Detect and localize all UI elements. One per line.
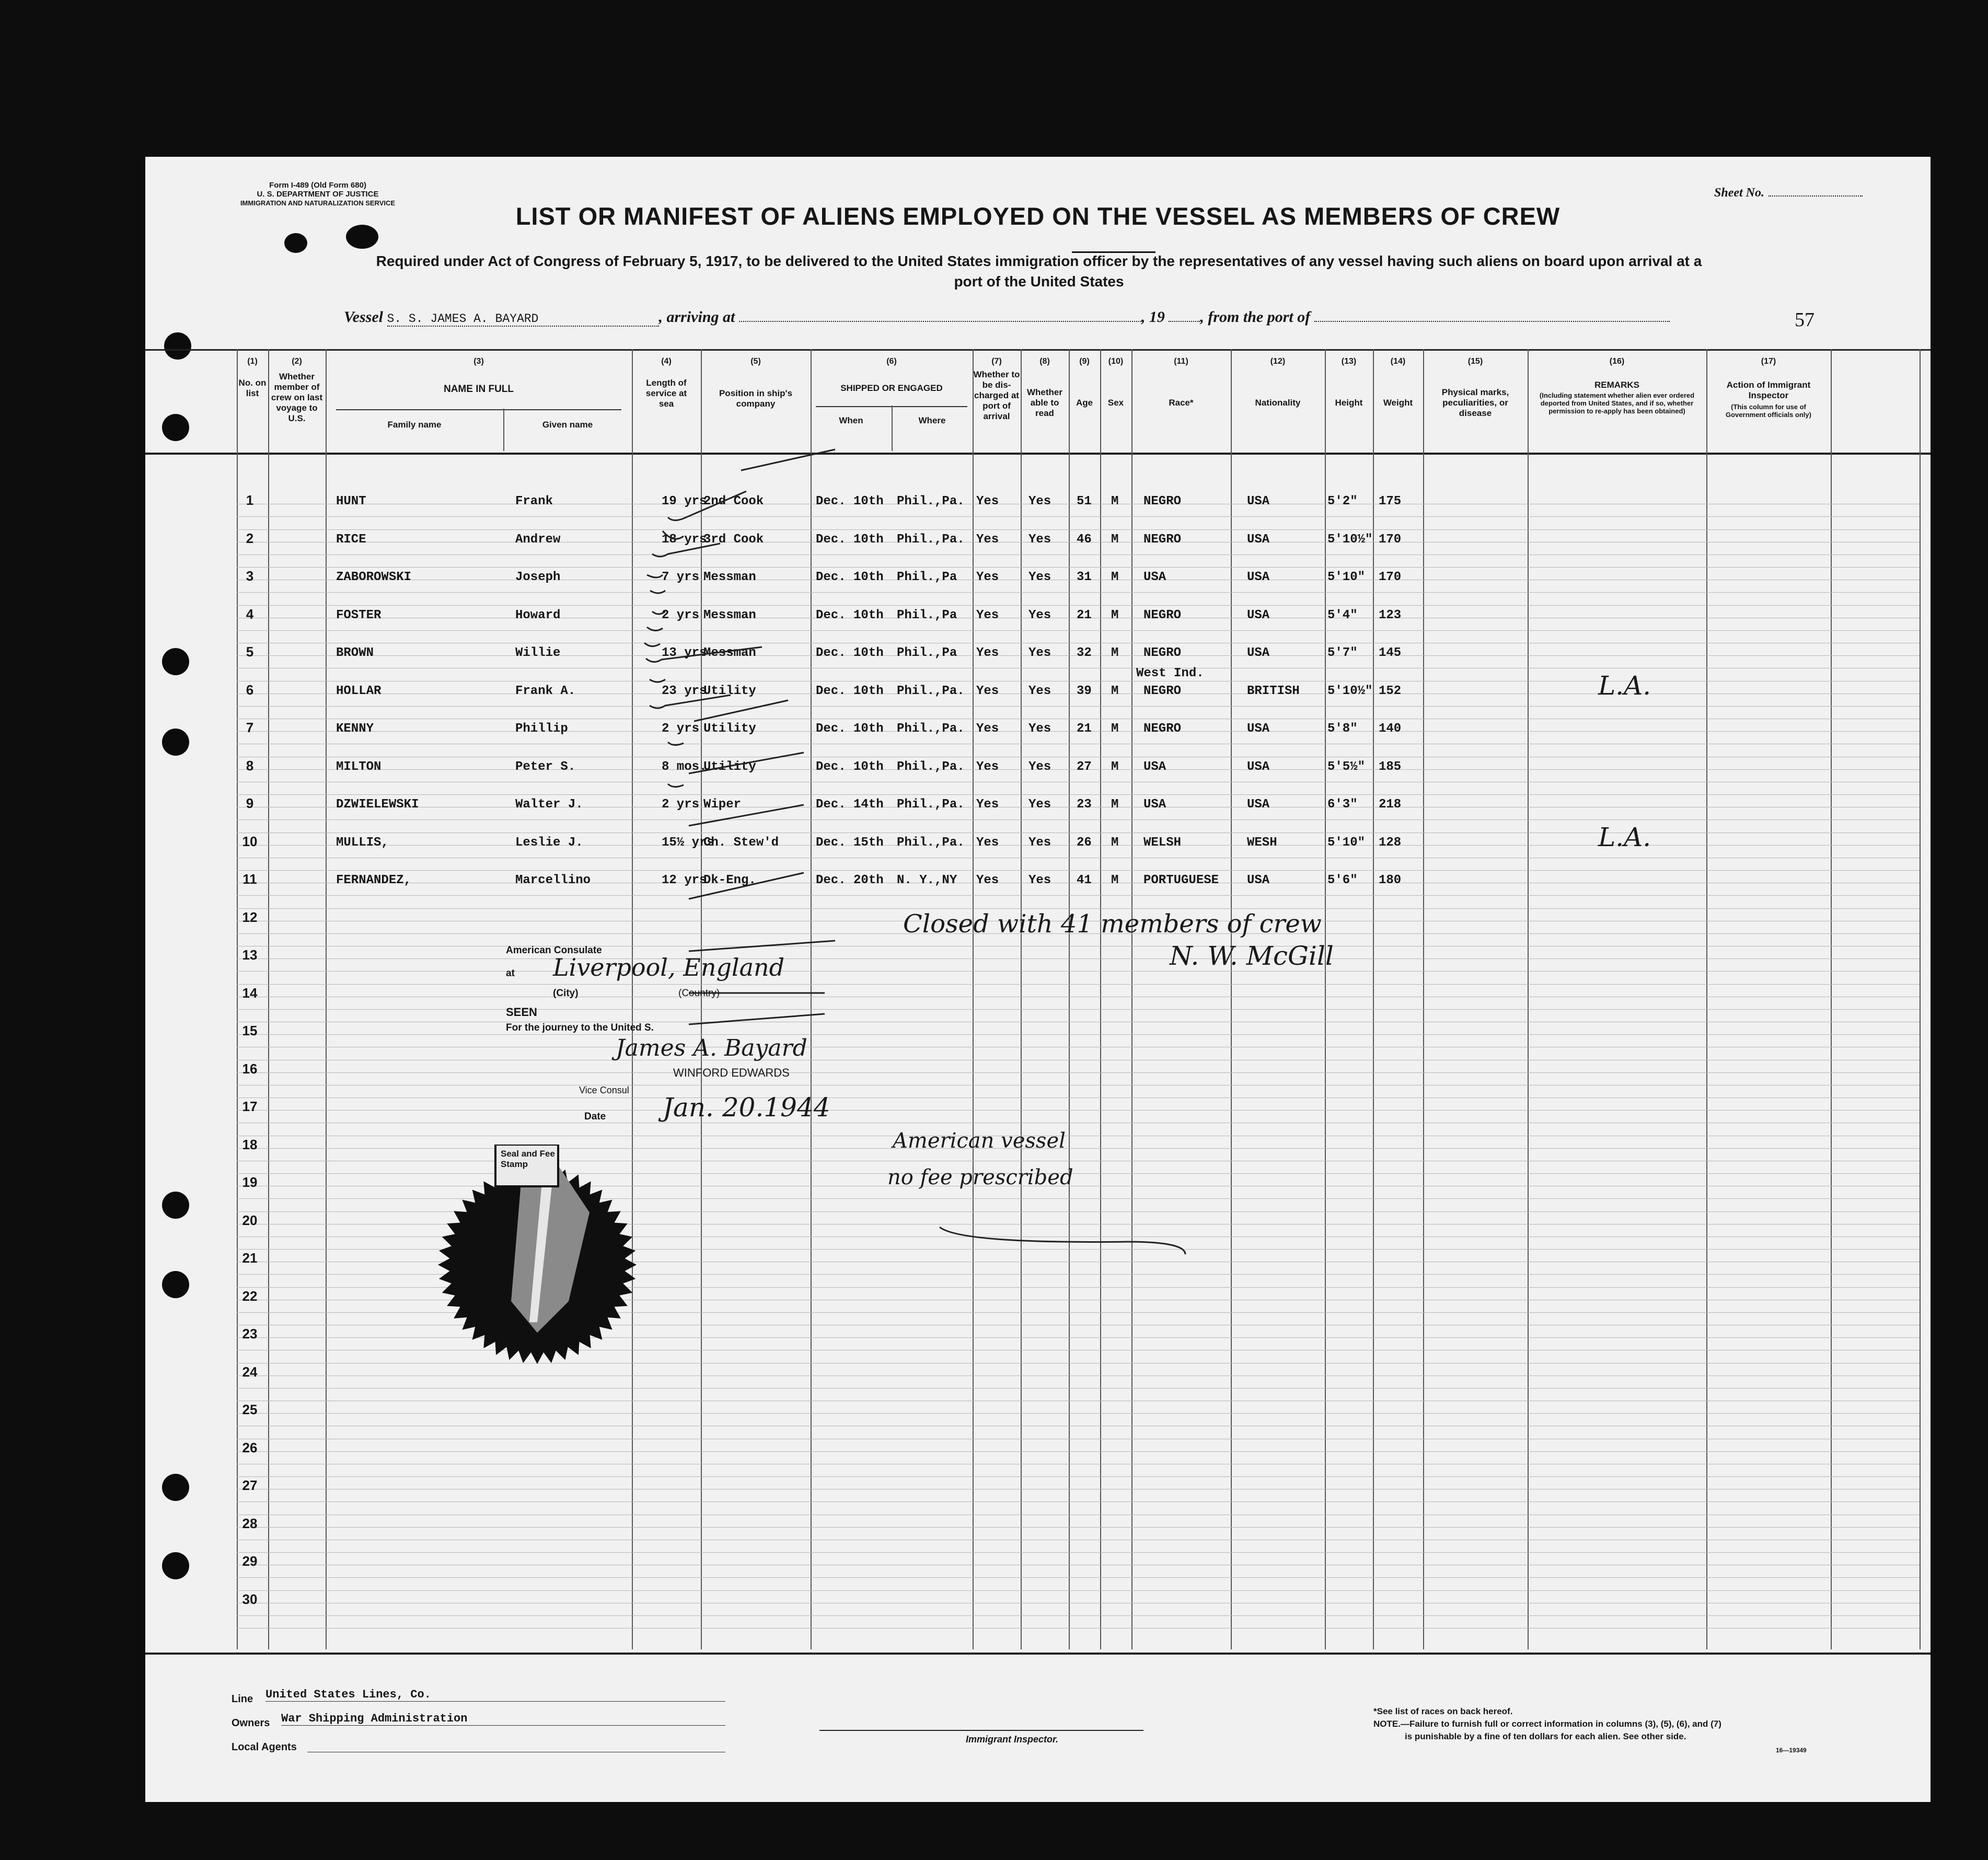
crew-position-cell: 3rd Cook bbox=[703, 532, 764, 547]
crew-weight-cell: 140 bbox=[1379, 722, 1402, 736]
crew-when-cell: Dec. 10th bbox=[816, 570, 884, 584]
crew-read-cell: Yes bbox=[1028, 570, 1051, 584]
crew-height-cell: 5'5½" bbox=[1327, 759, 1366, 774]
arriving-label: , arriving at bbox=[658, 308, 735, 326]
row-number: 3 bbox=[246, 568, 254, 584]
crew-position-cell: Wiper bbox=[703, 798, 742, 812]
crew-sex-cell: M bbox=[1111, 798, 1119, 812]
crew-read-cell: Yes bbox=[1028, 684, 1051, 698]
crew-age-cell: 27 bbox=[1077, 759, 1092, 774]
officer-initials: N. W. McGill bbox=[1170, 941, 1334, 971]
year-label: , 19 bbox=[1141, 308, 1165, 326]
header-weight: Weight bbox=[1383, 398, 1413, 408]
crew-where-cell: Phil.,Pa. bbox=[897, 722, 965, 736]
date-label: Date bbox=[584, 1111, 606, 1122]
header-name-in-full: NAME IN FULL bbox=[443, 384, 514, 395]
row-number: 7 bbox=[246, 720, 254, 735]
column-number: (10) bbox=[1108, 357, 1124, 366]
row-number: 11 bbox=[242, 871, 257, 887]
crew-given-cell: Walter J. bbox=[515, 798, 583, 812]
crew-weight-cell: 170 bbox=[1379, 570, 1402, 584]
crew-race-cell: USA bbox=[1143, 570, 1166, 584]
row-number: 4 bbox=[246, 606, 254, 622]
crew-given-cell: Marcellino bbox=[515, 873, 591, 887]
crew-read-cell: Yes bbox=[1028, 608, 1051, 622]
crew-position-cell: Utility bbox=[703, 684, 756, 698]
consulate-city: Liverpool, England bbox=[553, 953, 785, 981]
crew-sex-cell: M bbox=[1111, 570, 1119, 584]
crew-sex-cell: M bbox=[1111, 873, 1119, 887]
crew-race-cell: NEGRO bbox=[1143, 722, 1182, 736]
crew-race-note: West Ind. bbox=[1136, 666, 1204, 680]
crew-given-cell: Leslie J. bbox=[515, 835, 583, 850]
crew-sex-cell: M bbox=[1111, 684, 1119, 698]
crew-position-cell: Messman bbox=[703, 608, 756, 622]
crew-read-cell: Yes bbox=[1028, 646, 1051, 660]
crew-nationality-cell: USA bbox=[1247, 759, 1270, 774]
crew-family-cell: FERNANDEZ, bbox=[336, 873, 412, 887]
header-no-on-list: No. on list bbox=[238, 378, 267, 398]
document-title: LIST OR MANIFEST OF ALIENS EMPLOYED ON THE VESSEL AS MEMBERS OF CREW bbox=[515, 202, 1561, 230]
crew-given-cell: Joseph bbox=[515, 570, 561, 584]
crew-height-cell: 5'8" bbox=[1327, 722, 1358, 736]
crew-weight-cell: 170 bbox=[1379, 532, 1402, 547]
check-mark bbox=[646, 647, 762, 662]
header-remarks: REMARKS bbox=[1594, 380, 1639, 390]
closed-note: Closed with 41 members of crew bbox=[903, 909, 1322, 939]
crew-height-cell: 5'6" bbox=[1327, 873, 1358, 887]
column-number: (3) bbox=[473, 357, 484, 366]
crew-service-cell: 13 yrs bbox=[662, 646, 707, 660]
crew-service-cell: 2 yrs bbox=[662, 608, 700, 622]
crew-service-cell: 8 mos. bbox=[662, 759, 707, 774]
crew-weight-cell: 180 bbox=[1379, 873, 1402, 887]
crew-position-cell: 2nd Cook bbox=[703, 494, 764, 509]
crew-service-cell: 12 yrs bbox=[662, 873, 707, 887]
crew-discharged-cell: Yes bbox=[976, 608, 999, 622]
consul-signer: WINFORD EDWARDS bbox=[673, 1066, 790, 1079]
crew-where-cell: Phil.,Pa bbox=[897, 646, 957, 660]
crew-service-cell: 18 yrs bbox=[662, 532, 707, 547]
crew-age-cell: 46 bbox=[1077, 532, 1092, 547]
owners-label: Owners bbox=[232, 1717, 270, 1729]
crew-sex-cell: M bbox=[1111, 494, 1119, 509]
crew-where-cell: Phil.,Pa. bbox=[897, 759, 965, 774]
form-id-line: U. S. DEPARTMENT OF JUSTICE bbox=[257, 190, 379, 199]
row-number: 16 bbox=[242, 1060, 258, 1077]
crew-race-cell: NEGRO bbox=[1143, 494, 1182, 509]
crew-service-cell: 2 yrs bbox=[662, 798, 700, 812]
header-action-note: (This column for use of Government officials only) bbox=[1726, 403, 1811, 419]
column-number: (12) bbox=[1270, 357, 1286, 366]
crew-when-cell: Dec. 10th bbox=[816, 646, 884, 660]
crew-sex-cell: M bbox=[1111, 532, 1119, 547]
hand-stroke bbox=[689, 805, 804, 826]
header-able-to-read: Whether able to read bbox=[1027, 387, 1062, 418]
crew-race-cell: NEGRO bbox=[1143, 684, 1182, 698]
crew-service-cell: 19 yrs bbox=[662, 494, 707, 509]
crew-height-cell: 5'10" bbox=[1327, 835, 1366, 850]
header-discharged: Whether to be dis-charged at port of arrival bbox=[973, 369, 1020, 421]
column-number: (11) bbox=[1174, 357, 1188, 366]
hand-stroke bbox=[689, 753, 804, 773]
crew-age-cell: 23 bbox=[1077, 798, 1092, 812]
header-position: Position in ship's company bbox=[719, 388, 793, 409]
no-fee-note: no fee prescribed bbox=[887, 1165, 1073, 1189]
crew-height-cell: 5'4" bbox=[1327, 608, 1358, 622]
crew-given-cell: Howard bbox=[515, 608, 561, 622]
crew-discharged-cell: Yes bbox=[976, 722, 999, 736]
row-number: 17 bbox=[242, 1099, 258, 1114]
crew-sex-cell: M bbox=[1111, 646, 1119, 660]
seen-label: SEEN bbox=[506, 1006, 537, 1019]
crew-weight-cell: 185 bbox=[1379, 759, 1402, 774]
consulate-label: American Consulate bbox=[506, 945, 602, 956]
handwriting-strokes bbox=[145, 157, 1931, 1802]
row-number: 18 bbox=[242, 1136, 258, 1152]
crew-position-cell: Ch. Stew'd bbox=[703, 835, 779, 850]
crew-position-cell: Messman bbox=[703, 646, 756, 660]
row-number: 25 bbox=[242, 1402, 258, 1417]
header-physical-marks: Physical marks, peculiarities, or disease bbox=[1441, 387, 1509, 418]
crew-weight-cell: 218 bbox=[1379, 798, 1402, 812]
header-given-name: Given name bbox=[542, 420, 593, 430]
crew-read-cell: Yes bbox=[1028, 532, 1051, 547]
row-number: 1 bbox=[246, 492, 254, 508]
agents-label: Local Agents bbox=[232, 1741, 297, 1753]
header-action: Action of Immigrant Inspector bbox=[1726, 380, 1811, 400]
header-length-of-service: Length of service at sea bbox=[645, 378, 687, 409]
crew-when-cell: Dec. 10th bbox=[816, 608, 884, 622]
crew-age-cell: 51 bbox=[1077, 494, 1092, 509]
crew-position-cell: Dk-Eng. bbox=[703, 873, 756, 887]
crew-family-cell: DZWIELEWSKI bbox=[336, 798, 419, 812]
row-number: 27 bbox=[242, 1477, 258, 1493]
column-number: (4) bbox=[661, 357, 672, 366]
city-label: (City) bbox=[553, 988, 579, 999]
row-number: 14 bbox=[242, 985, 258, 1001]
check-mark bbox=[668, 491, 746, 521]
vessel-name: S. S. JAMES A. BAYARD bbox=[387, 312, 659, 327]
column-number: (1) bbox=[247, 357, 258, 366]
crew-race-cell: PORTUGUESE bbox=[1143, 873, 1219, 887]
crew-sex-cell: M bbox=[1111, 608, 1119, 622]
crew-family-cell: ZABOROWSKI bbox=[336, 570, 412, 584]
crew-weight-cell: 128 bbox=[1379, 835, 1402, 850]
crew-height-cell: 5'2" bbox=[1327, 494, 1358, 509]
footer bbox=[145, 1653, 1931, 1655]
crew-read-cell: Yes bbox=[1028, 798, 1051, 812]
header-shipped-or-engaged: SHIPPED OR ENGAGED bbox=[840, 383, 943, 393]
crew-nationality-cell: USA bbox=[1247, 608, 1270, 622]
crew-height-cell: 5'10½" bbox=[1327, 532, 1373, 547]
column-number: (2) bbox=[292, 357, 302, 366]
row-number: 8 bbox=[246, 757, 254, 773]
crew-discharged-cell: Yes bbox=[976, 646, 999, 660]
crew-nationality-cell: USA bbox=[1247, 798, 1270, 812]
header-nationality: Nationality bbox=[1255, 398, 1301, 408]
crew-remarks-cell: L.A. bbox=[1598, 822, 1651, 852]
check-mark bbox=[650, 591, 665, 593]
crew-age-cell: 32 bbox=[1077, 646, 1092, 660]
crew-family-cell: FOSTER bbox=[336, 608, 382, 622]
vice-consul-label: Vice Consul bbox=[579, 1085, 629, 1095]
crew-when-cell: Dec. 14th bbox=[816, 798, 884, 812]
inspector-signature-line bbox=[819, 1730, 1143, 1731]
check-mark bbox=[647, 627, 663, 631]
check-mark bbox=[652, 544, 720, 557]
crew-where-cell: Phil.,Pa. bbox=[897, 798, 965, 812]
sheet-label: Sheet No. bbox=[1714, 186, 1764, 200]
subtitle-line: port of the United States bbox=[954, 273, 1124, 290]
crew-where-cell: N. Y.,NY bbox=[897, 873, 957, 887]
row-number: 15 bbox=[242, 1023, 258, 1038]
header-sex: Sex bbox=[1107, 398, 1124, 408]
check-mark bbox=[663, 531, 684, 539]
check-mark bbox=[650, 695, 731, 708]
crew-age-cell: 21 bbox=[1077, 722, 1092, 736]
form-id-line: Form I-489 (Old Form 680) bbox=[269, 181, 366, 190]
crew-race-cell: NEGRO bbox=[1143, 532, 1182, 547]
crew-read-cell: Yes bbox=[1028, 759, 1051, 774]
row-number: 2 bbox=[246, 530, 254, 546]
column-number: (7) bbox=[991, 357, 1002, 366]
crew-family-cell: MILTON bbox=[336, 759, 382, 774]
crew-where-cell: Phil.,Pa bbox=[897, 570, 957, 584]
row-number: 23 bbox=[242, 1326, 258, 1342]
vessel-handwritten: James A. Bayard bbox=[616, 1035, 807, 1061]
check-mark bbox=[647, 575, 663, 577]
row-number: 29 bbox=[242, 1553, 258, 1569]
from-port-label: , from the port of bbox=[1200, 308, 1311, 326]
owners-value: War Shipping Administration bbox=[281, 1712, 725, 1726]
header-remarks-note: (Including statement whether alien ever ordered deported from United States, and if so, whether permission to re-apply has been obtained) bbox=[1539, 391, 1695, 415]
crew-height-cell: 5'7" bbox=[1327, 646, 1358, 660]
crew-remarks-cell: L.A. bbox=[1598, 670, 1651, 701]
crew-read-cell: Yes bbox=[1028, 494, 1051, 509]
crew-family-cell: HOLLAR bbox=[336, 684, 382, 698]
crew-sex-cell: M bbox=[1111, 835, 1119, 850]
crew-family-cell: KENNY bbox=[336, 722, 374, 736]
crew-given-cell: Phillip bbox=[515, 722, 568, 736]
crew-service-cell: 2 yrs bbox=[662, 722, 700, 736]
crew-height-cell: 6'3" bbox=[1327, 798, 1358, 812]
column-number: (13) bbox=[1341, 357, 1357, 366]
header-height: Height bbox=[1335, 398, 1363, 408]
crew-nationality-cell: USA bbox=[1247, 722, 1270, 736]
crew-nationality-cell: USA bbox=[1247, 646, 1270, 660]
crew-position-cell: Utility bbox=[703, 759, 756, 774]
crew-family-cell: HUNT bbox=[336, 494, 366, 509]
row-number: 5 bbox=[246, 644, 254, 660]
crew-where-cell: Phil.,Pa. bbox=[897, 532, 965, 547]
column-number: (9) bbox=[1079, 357, 1090, 366]
row-number: 12 bbox=[242, 909, 258, 925]
crew-race-cell: USA bbox=[1143, 798, 1166, 812]
row-number: 9 bbox=[246, 795, 254, 811]
crew-discharged-cell: Yes bbox=[976, 494, 999, 509]
crew-where-cell: Phil.,Pa. bbox=[897, 494, 965, 509]
crew-family-cell: RICE bbox=[336, 532, 366, 547]
country-label: (Country) bbox=[678, 988, 720, 999]
crew-race-cell: NEGRO bbox=[1143, 608, 1182, 622]
crew-race-cell: NEGRO bbox=[1143, 646, 1182, 660]
crew-age-cell: 39 bbox=[1077, 684, 1092, 698]
crew-service-cell: 7 yrs bbox=[662, 570, 700, 584]
crew-read-cell: Yes bbox=[1028, 873, 1051, 887]
journey-label: For the journey to the United S. bbox=[506, 1022, 654, 1033]
check-mark bbox=[652, 611, 665, 614]
seal-text: Seal and Fee Stamp bbox=[501, 1149, 555, 1169]
check-mark bbox=[668, 742, 684, 745]
crew-family-cell: BROWN bbox=[336, 646, 374, 660]
crew-nationality-cell: USA bbox=[1247, 532, 1270, 547]
crew-when-cell: Dec. 20th bbox=[816, 873, 884, 887]
crew-given-cell: Frank A. bbox=[515, 684, 576, 698]
crew-discharged-cell: Yes bbox=[976, 835, 999, 850]
crew-when-cell: Dec. 15th bbox=[816, 835, 884, 850]
form-id-line: IMMIGRATION AND NATURALIZATION SERVICE bbox=[240, 199, 396, 207]
column-number: (15) bbox=[1467, 357, 1483, 366]
row-number: 24 bbox=[242, 1364, 258, 1380]
hand-stroke bbox=[689, 873, 804, 899]
crew-given-cell: Frank bbox=[515, 494, 553, 509]
crew-nationality-cell: USA bbox=[1247, 570, 1270, 584]
crew-discharged-cell: Yes bbox=[976, 570, 999, 584]
crew-when-cell: Dec. 10th bbox=[816, 494, 884, 509]
row-number: 30 bbox=[242, 1591, 258, 1607]
crew-weight-cell: 175 bbox=[1379, 494, 1402, 509]
header-whether-member: Whether member of crew on last voyage to U.S. bbox=[271, 372, 323, 423]
penalty-note-cont: is punishable by a fine of ten dollars for each alien. See other side. bbox=[1405, 1731, 1686, 1741]
hand-stroke bbox=[741, 449, 835, 470]
row-number: 21 bbox=[242, 1250, 258, 1266]
crew-discharged-cell: Yes bbox=[976, 532, 999, 547]
column-number: (8) bbox=[1039, 357, 1050, 366]
crew-position-cell: Messman bbox=[703, 570, 756, 584]
crew-given-cell: Peter S. bbox=[515, 759, 576, 774]
crew-when-cell: Dec. 10th bbox=[816, 722, 884, 736]
crew-when-cell: Dec. 10th bbox=[816, 684, 884, 698]
row-number: 22 bbox=[242, 1288, 258, 1304]
at-label: at bbox=[506, 968, 515, 979]
header-where: Where bbox=[918, 415, 946, 425]
inspector-label: Immigrant Inspector. bbox=[966, 1734, 1059, 1745]
hand-stroke bbox=[940, 1227, 1185, 1254]
crew-nationality-cell: WESH bbox=[1247, 835, 1277, 850]
crew-nationality-cell: USA bbox=[1247, 873, 1270, 887]
crew-race-cell: WELSH bbox=[1143, 835, 1182, 850]
crew-weight-cell: 152 bbox=[1379, 684, 1402, 698]
check-mark bbox=[668, 784, 684, 787]
crew-read-cell: Yes bbox=[1028, 835, 1051, 850]
crew-service-cell: 15½ yrs bbox=[662, 835, 714, 850]
line-value: United States Lines, Co. bbox=[265, 1688, 725, 1702]
hand-stroke bbox=[689, 1014, 825, 1024]
column-number: (5) bbox=[750, 357, 761, 366]
check-mark bbox=[650, 679, 665, 682]
row-number: 28 bbox=[242, 1515, 258, 1531]
crew-discharged-cell: Yes bbox=[976, 873, 999, 887]
line-label: Line bbox=[232, 1693, 253, 1705]
crew-service-cell: 23 yrs bbox=[662, 684, 707, 698]
crew-sex-cell: M bbox=[1111, 722, 1119, 736]
crew-given-cell: Andrew bbox=[515, 532, 561, 547]
crew-age-cell: 26 bbox=[1077, 835, 1092, 850]
crew-discharged-cell: Yes bbox=[976, 798, 999, 812]
crew-age-cell: 41 bbox=[1077, 873, 1092, 887]
row-number: 26 bbox=[242, 1439, 258, 1455]
header-race: Race* bbox=[1169, 398, 1194, 408]
column-number: (6) bbox=[886, 357, 897, 366]
consul-date: Jan. 20.1944 bbox=[663, 1092, 830, 1123]
crew-where-cell: Phil.,Pa bbox=[897, 608, 957, 622]
header-family-name: Family name bbox=[387, 420, 442, 430]
crew-discharged-cell: Yes bbox=[976, 684, 999, 698]
crew-nationality-cell: USA bbox=[1247, 494, 1270, 509]
hand-stroke bbox=[694, 700, 788, 721]
crew-family-cell: MULLIS, bbox=[336, 835, 389, 850]
page-number: 57 bbox=[1795, 309, 1814, 331]
crew-when-cell: Dec. 10th bbox=[816, 759, 884, 774]
subtitle-line: Required under Act of Congress of February 5, 1917, to be delivered to the United States immigration officer by the representatives of any vessel having such aliens on board upon arrival at a bbox=[376, 253, 1702, 269]
manifest-sheet bbox=[145, 157, 1931, 1802]
crew-where-cell: Phil.,Pa. bbox=[897, 835, 965, 850]
crew-discharged-cell: Yes bbox=[976, 759, 999, 774]
crew-height-cell: 5'10" bbox=[1327, 570, 1366, 584]
row-number: 13 bbox=[242, 947, 258, 963]
row-number: 10 bbox=[242, 833, 258, 849]
crew-position-cell: Utility bbox=[703, 722, 756, 736]
crew-height-cell: 5'10½" bbox=[1327, 684, 1373, 698]
crew-weight-cell: 123 bbox=[1379, 608, 1402, 622]
header-age: Age bbox=[1076, 398, 1093, 408]
column-number: (17) bbox=[1761, 357, 1776, 366]
crew-where-cell: Phil.,Pa. bbox=[897, 684, 965, 698]
crew-age-cell: 31 bbox=[1077, 570, 1092, 584]
row-number: 19 bbox=[242, 1174, 258, 1190]
row-number: 20 bbox=[242, 1212, 258, 1228]
crew-weight-cell: 145 bbox=[1379, 646, 1402, 660]
crew-given-cell: Willie bbox=[515, 646, 561, 660]
vessel-label: Vessel bbox=[344, 308, 383, 326]
crew-nationality-cell: BRITISH bbox=[1247, 684, 1300, 698]
check-mark bbox=[644, 643, 660, 646]
crew-read-cell: Yes bbox=[1028, 722, 1051, 736]
column-number: (14) bbox=[1390, 357, 1406, 366]
crew-race-cell: USA bbox=[1143, 759, 1166, 774]
american-vessel-note: American vessel bbox=[893, 1129, 1066, 1153]
penalty-note: NOTE.—Failure to furnish full or correct information in columns (3), (5), (6), and (7) bbox=[1373, 1719, 1721, 1729]
row-number: 6 bbox=[246, 681, 254, 698]
column-number: (16) bbox=[1609, 357, 1625, 366]
race-note: *See list of races on back hereof. bbox=[1373, 1706, 1513, 1716]
header-when: When bbox=[839, 415, 863, 425]
consular-seal bbox=[433, 1145, 673, 1374]
print-code: 16—19349 bbox=[1776, 1747, 1807, 1754]
crew-age-cell: 21 bbox=[1077, 608, 1092, 622]
crew-when-cell: Dec. 10th bbox=[816, 532, 884, 547]
hand-stroke bbox=[689, 941, 835, 951]
crew-sex-cell: M bbox=[1111, 759, 1119, 774]
